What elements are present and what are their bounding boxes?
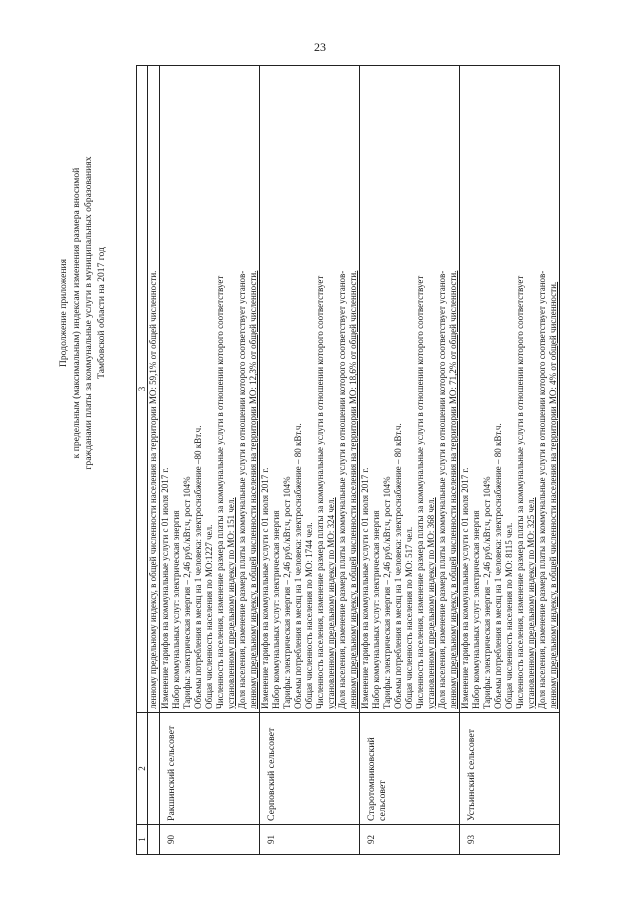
tariff-description (260, 66, 360, 713)
row-text-cell (148, 66, 160, 713)
description-line: Численность населения, изменение размера платы за коммунальные услуги в отношении которого соответствует (415, 275, 425, 709)
description-line: Набор коммунальных услуг: электрическая энергия (171, 510, 181, 709)
heading-line-3: гражданами платы за коммунальные услуги в муниципальных образованиях (83, 156, 94, 470)
description-line: Объемы потребления в месяц на 1 человека: электроснабжение – 80 кВт.ч. (293, 423, 303, 709)
description-line: Тарифы: электрическая энергия – 2,46 руб./кВт.ч, рост 104% (282, 476, 292, 709)
municipality-name: Серповский сельсовет (260, 713, 360, 825)
heading-line-2: к предельным (максимальным) индексам изменения размера вносимой (70, 167, 82, 459)
description-line: установленному предельному индексу по МО: 368 чел. (426, 497, 436, 709)
column-header-2: 2 (137, 713, 148, 825)
tariff-table (136, 65, 560, 855)
description-line: Численность населения, изменение размера платы за коммунальные услуги в отношении которого соответствует (215, 275, 225, 709)
rotated-page-content (50, 65, 590, 865)
description-line: Набор коммунальных услуг: электрическая энергия (471, 510, 481, 709)
description-line: установленному предельному индексу по МО: 324 чел. (326, 497, 336, 709)
description-line: Изменение тарифов на коммунальные услуги с 01 июля 2017 г. (360, 467, 370, 709)
table-row (260, 66, 360, 855)
description-line: Общая численность населения по МО: 1744 чел. (304, 522, 314, 709)
table-body (148, 66, 560, 855)
description-line: Доля населения, изменение размера платы за коммунальные услуги в отношении которого соответствует установ- (537, 270, 547, 709)
description-line: ленному предельному индексу, в общей численности населения на территории МО: 4% от общей численности. (548, 281, 558, 709)
row-number: 93 (460, 825, 560, 855)
tariff-description (160, 66, 260, 713)
description-line: Изменение тарифов на коммунальные услуги с 01 июля 2017 г. (160, 467, 170, 709)
row-name-cell (148, 713, 160, 825)
table-row (460, 66, 560, 855)
description-line: Тарифы: электрическая энергия – 2,46 руб./кВт.ч, рост 104% (382, 476, 392, 709)
description-line: ленному предельному индексу, в общей численности населения на территории МО: 12,3% от общей численности. (248, 270, 258, 709)
table-row (360, 66, 460, 855)
row-number: 90 (160, 825, 260, 855)
table-header-row (137, 66, 148, 855)
description-line: Доля населения, изменение размера платы за коммунальные услуги в отношении которого соответствует установ- (237, 270, 247, 709)
description-line: ленному предельному индексу, в общей численности населения на территории МО: 71,2% от общей численности. (448, 270, 458, 709)
description-line: установленному предельному индексу по МО: 151 чел. (226, 497, 236, 709)
heading-line-1: Продолжение приложения (58, 258, 69, 368)
heading-line-4: Тамбовской области на 2017 год (95, 247, 107, 379)
description-line: Набор коммунальных услуг: электрическая энергия (271, 510, 281, 709)
description-line: Тарифы: электрическая энергия – 2,46 руб./кВт.ч, рост 104% (182, 476, 192, 709)
municipality-name: Устьинский сельсовет (460, 713, 560, 825)
row-number: 91 (260, 825, 360, 855)
description-line: Общая численность населения по МО:1227 чел. (204, 524, 214, 709)
description-line: установленному предельному индексу по МО: 325 чел. (526, 497, 536, 709)
description-line: Объемы потребления в месяц на 1 человека: электроснабжение –80 кВт.ч. (193, 425, 203, 709)
description-line: Доля населения, изменение размера платы за коммунальные услуги в отношении которого соответствует установ- (437, 270, 447, 709)
tariff-description (460, 66, 560, 713)
row-num-cell (148, 825, 160, 855)
table-row (160, 66, 260, 855)
description-line: Набор коммунальных услуг: электрическая энергия (371, 510, 381, 709)
description-line: Численность населения, изменение размера платы за коммунальные услуги в отношении которого соответствует (515, 275, 525, 709)
description-line: Доля населения, изменение размера платы за коммунальные услуги в отношении которого соответствует установ- (337, 270, 347, 709)
row-number: 92 (360, 825, 460, 855)
continuation-text: ленному предельному индексу, в общей численности населения на территории МО: 59,1% от общей численности. (148, 270, 158, 709)
description-line: Объемы потребления в месяц на 1 человека: электроснабжение – 80 кВт.ч. (393, 423, 403, 709)
description-line: Общая численность населения по МО: 8115 чел. (504, 522, 514, 709)
column-header-1: 1 (137, 825, 148, 855)
description-line: Объемы потребления в месяц на 1 человека: электроснабжение – 80 кВт.ч. (493, 423, 503, 709)
appendix-heading (58, 73, 108, 553)
description-line: Общая численность населения по МО: 517 чел. (404, 526, 414, 709)
description-line: Изменение тарифов на коммунальные услуги с 01 июля 2017 г. (260, 467, 270, 709)
municipality-name: Старотомниковский сельсовет (360, 713, 460, 825)
description-line: Тарифы: электрическая энергия – 2,46 руб./кВт.ч, рост 104% (482, 476, 492, 709)
tariff-description (360, 66, 460, 713)
page-number: 23 (314, 40, 326, 54)
column-header-3: 3 (137, 66, 148, 713)
description-line: Изменение тарифов на коммунальные услуги с 01 июля 2017 г. (460, 467, 470, 709)
municipality-name: Ракшинский сельсовет (160, 713, 260, 825)
table-row-continuation (148, 66, 160, 855)
description-line: ленному предельному индексу, в общей численности населения на территории МО: 18,6% от общей численности. (348, 270, 358, 709)
description-line: Численность населения, изменение размера платы за коммунальные услуги в отношении которого соответствует (315, 275, 325, 709)
